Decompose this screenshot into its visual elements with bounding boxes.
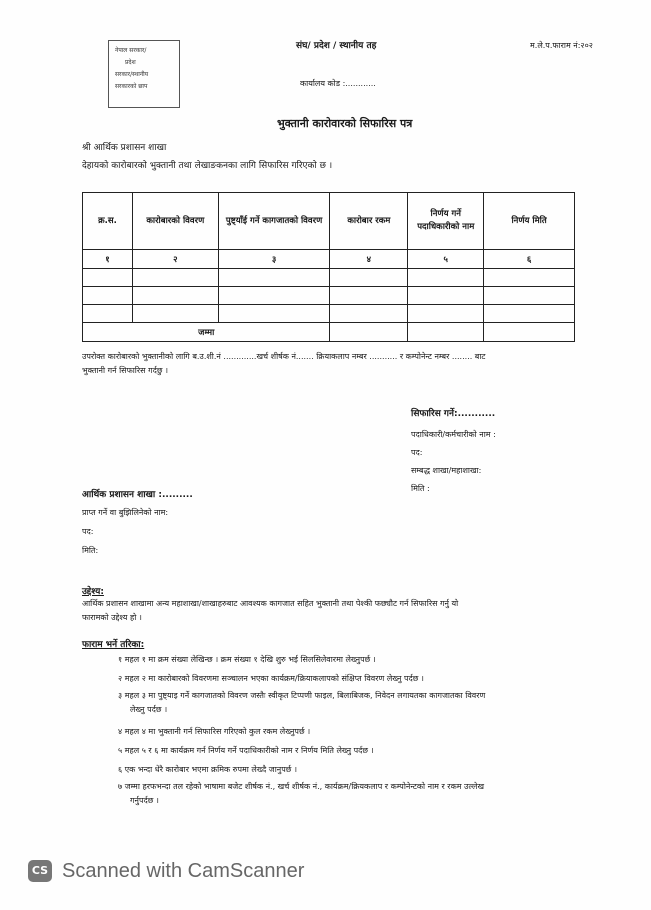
instruction-item [118, 780, 588, 808]
recommendation-line: उपरोक्त कारोबारको भुक्तानीको लागि ब.उ.शी.नं .............खर्च शीर्षक नं....... क्रियाकलाप नम्बर ........... र कम्पोनेन्ट नम्बर ........ बाट [82, 352, 486, 361]
table-cell[interactable] [83, 305, 133, 323]
instruction-number: ३ [118, 691, 123, 700]
recommender-name-label: पदाधिकारी/कर्मचारीको नाम : [411, 430, 496, 439]
table-cell[interactable] [132, 305, 218, 323]
camscanner-logo-icon: CS [28, 860, 52, 882]
table-header-cell: निर्णय गर्ने पदाधिकारीको नाम [408, 193, 484, 250]
total-label: जम्मा [83, 323, 330, 342]
column-number: १ [83, 250, 133, 269]
purpose-text [82, 597, 582, 625]
recommender-date-label: मिति : [411, 484, 430, 493]
instruction-number: २ [118, 674, 123, 683]
table-cell[interactable] [330, 305, 408, 323]
purpose-heading: उद्देश्य: [82, 587, 104, 597]
table-header-cell: पुष्ट्याँई गर्ने कागजातको विवरण [218, 193, 330, 250]
table-cell [408, 323, 484, 342]
column-number: ३ [218, 250, 330, 269]
total-row [83, 323, 575, 342]
table-cell[interactable] [484, 269, 575, 287]
camscanner-watermark: Scanned with CamScanner [62, 860, 305, 882]
table-cell[interactable] [330, 287, 408, 305]
instruction-item [118, 673, 424, 684]
instruction-text: महल २ मा कारोबारको विवरणमा सञ्चालन भएका कार्यक्रम/क्रियाकलापको संक्षिप्त विवरण लेख्नु पर्दछ । [124, 674, 424, 683]
column-number: ५ [408, 250, 484, 269]
recommender-post-label: पद: [411, 448, 423, 457]
instruction-text: महल ४ मा भुक्तानी गर्न सिफारिस गरिएको कुल रकम लेख्नुपर्छ । [124, 727, 311, 736]
table-cell[interactable] [408, 305, 484, 323]
receiver-date-label: मिति: [82, 546, 99, 555]
finance-branch-title: आर्थिक प्रशासन शाखा :......... [82, 490, 193, 500]
receiver-post-label: पद: [82, 527, 94, 536]
table-cell[interactable] [408, 269, 484, 287]
instruction-number: ४ [118, 727, 123, 736]
table-cell[interactable] [132, 269, 218, 287]
table-cell[interactable] [83, 269, 133, 287]
table-cell[interactable] [83, 287, 133, 305]
stamp-line: प्रदेश [125, 59, 136, 66]
instruction-item [118, 726, 310, 737]
instruction-number: ५ [118, 746, 123, 755]
transaction-table [82, 192, 575, 342]
instruction-number: १ [118, 655, 123, 664]
instruction-text: महल १ मा क्रम संख्या लेखिन्छ । क्रम संख्या १ देखि शुरु भई सिलसिलेवारमा लेख्नुपर्छ । [124, 655, 376, 664]
instruction-item [118, 764, 297, 775]
table-cell [484, 323, 575, 342]
recommender-branch-label: सम्बद्ध शाखा/महाशाखा: [411, 466, 482, 475]
recommendation-line: भुक्तानी गर्न सिफारिस गर्दछु । [82, 366, 169, 375]
table-row [83, 269, 575, 287]
table-cell[interactable] [218, 269, 330, 287]
recommender-title: सिफारिस गर्ने:........... [411, 409, 496, 419]
table-header-row [83, 193, 575, 250]
receiver-name-label: प्राप्त गर्ने वा बुझिलिनेको नाम: [82, 508, 169, 517]
government-level: संघ/ प्रदेश / स्थानीय तह [296, 41, 377, 51]
table-cell[interactable] [218, 305, 330, 323]
column-number: ६ [484, 250, 575, 269]
form-number: म.ले.प.फाराम नं:२०२ [530, 41, 593, 50]
table-cell[interactable] [408, 287, 484, 305]
addressee: श्री आर्थिक प्रशासन शाखा [82, 143, 167, 153]
table-header-cell: कारोबार रकम [330, 193, 408, 250]
instruction-item [118, 689, 588, 717]
instruction-text: महल ५ र ६ मा कार्यक्रम गर्न निर्णय गर्ने पदाधिकारीको नाम र निर्णय मिति लेख्नु पर्दछ । [124, 746, 374, 755]
instruction-item [118, 654, 376, 665]
recommendation-text [82, 350, 582, 378]
instruction-number: ७ [118, 782, 123, 791]
page-title: भुक्तानी कारोवारको सिफारिस पत्र [277, 117, 413, 130]
instruction-text: लेख्नु पर्दछ । [130, 705, 168, 714]
stamp-line: सरकार/स्थानीय [115, 71, 149, 78]
instruction-text: जम्मा हरफभन्दा तल रहेको भाषामा बजेट शीर्षक नं., खर्च शीर्षक नं., कार्यक्रम/क्रियकलाप र कम्पोनेन्टको नाम र रकम उल्लेख [124, 782, 485, 791]
intro-text: देहायको कारोबारको भुक्तानी तथा लेखाङकनका लागि सिफारिस गरिएको छ । [82, 161, 333, 171]
column-number: २ [132, 250, 218, 269]
instructions-heading: फाराम भर्ने तरिका: [82, 640, 145, 650]
table-row [83, 287, 575, 305]
instruction-text: महल ३ मा पुष्ट्याइ गर्ने कागजातको विवरण जस्तैः स्वीकृत टिप्पणी फाइल, बिलाबिजक, निवेदन लगायतका कागजातका विवरण [124, 691, 486, 700]
table-cell[interactable] [484, 305, 575, 323]
column-number: ४ [330, 250, 408, 269]
stamp-line: सरकारको छाप [115, 83, 148, 90]
table-header-cell: कारोबारको विवरण [132, 193, 218, 250]
table-header-cell: क्र.स. [83, 193, 133, 250]
purpose-line: फारामको उद्देश्य हो । [82, 613, 142, 622]
purpose-line: आर्थिक प्रशासन शाखामा अन्य महाशाखा/शाखाहरुबाट आवश्यक कागजात सहित भुक्तानी तथा पेश्की फछ्यौट गर्न सिफारिस गर्नु यो [82, 599, 459, 608]
column-number-row [83, 250, 575, 269]
table-row [83, 305, 575, 323]
instruction-text: गर्नुपर्दछ । [130, 796, 159, 805]
table-cell[interactable] [132, 287, 218, 305]
table-header-cell: निर्णय मिति [484, 193, 575, 250]
office-stamp-box [108, 40, 180, 108]
table-cell[interactable] [484, 287, 575, 305]
instruction-text: एक भन्दा धेरै कारोबार भएमा क्रमिक रुपमा लेख्दै जानुपर्छ । [124, 765, 297, 774]
table-cell[interactable] [218, 287, 330, 305]
office-code: कार्यालय कोड :............ [300, 79, 376, 88]
total-amount-cell[interactable] [330, 323, 408, 342]
instruction-number: ६ [118, 765, 123, 774]
table-cell[interactable] [330, 269, 408, 287]
stamp-line: नेपाल सरकार/ [115, 47, 147, 54]
instruction-item [118, 745, 374, 756]
